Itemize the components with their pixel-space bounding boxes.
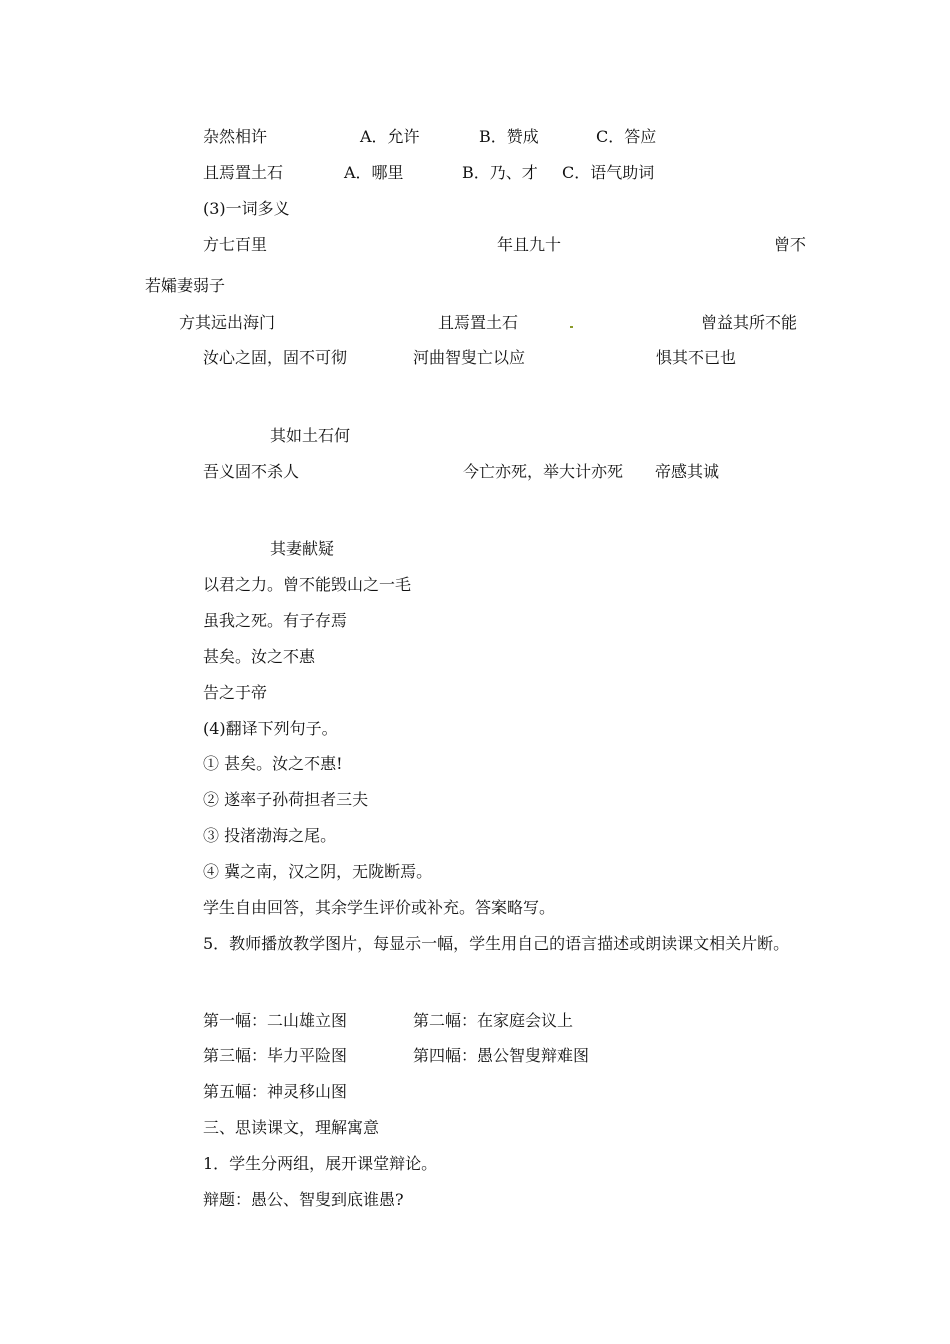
polysemy-item: 吾义固不杀人 [203, 462, 300, 481]
translate-item: ② 遂率子孙荷担者三夫 [203, 790, 369, 809]
vocab-option-a-1: A．允许 [360, 127, 420, 146]
polysemy-item: 其如土石何 [270, 426, 351, 445]
section-heading-translate: (4)翻译下列句子。 [203, 719, 338, 738]
polysemy-item: 汝心之固，固不可彻 [203, 348, 348, 367]
polysemy-item: 河曲智叟亡以应 [413, 348, 526, 367]
step-5-text: 5．教师播放教学图片，每显示一幅，学生用自己的语言描述或朗读课文相关片断。 [203, 934, 790, 953]
polysemy-item: 方七百里 [203, 235, 268, 254]
vocab-option-a-2: A．哪里 [344, 163, 404, 182]
debate-topic: 辩题：愚公、智叟到底谁愚? [203, 1190, 404, 1209]
punctuation-item: 以君之力。曾不能毁山之一毛 [203, 575, 412, 594]
vocab-option-b-1: B．赞成 [479, 127, 539, 146]
stray-mark [570, 326, 573, 328]
polysemy-item-continuation: 若孀妻弱子 [145, 276, 226, 295]
polysemy-item: 方其远出海门 [179, 313, 276, 332]
vocab-option-b-2: B．乃、才 [462, 163, 538, 182]
translate-item: ③ 投渚渤海之尾。 [203, 826, 337, 845]
debate-step: 1．学生分两组，展开课堂辩论。 [203, 1154, 438, 1173]
section-heading-polysemy: (3)一词多义 [203, 199, 290, 218]
polysemy-item: 且焉置土石 [438, 313, 519, 332]
answer-note: 学生自由回答，其余学生评价或补充。答案略写。 [203, 898, 556, 917]
polysemy-item: 帝感其诚 [655, 462, 720, 481]
picture-label: 第二幅：在家庭会议上 [413, 1011, 574, 1030]
picture-label: 第四幅：愚公智叟辩难图 [413, 1046, 590, 1065]
picture-label: 第一幅：二山雄立图 [203, 1011, 348, 1030]
polysemy-item: 曾不 [774, 235, 807, 254]
vocab-word-2: 且焉置土石 [203, 163, 284, 182]
picture-label: 第三幅：毕力平险图 [203, 1046, 348, 1065]
vocab-word-1: 杂然相许 [203, 127, 268, 146]
polysemy-item: 其妻献疑 [270, 539, 335, 558]
polysemy-item: 惧其不已也 [656, 348, 737, 367]
punctuation-item: 甚矣。汝之不惠 [203, 647, 316, 666]
vocab-option-c-2: C．语气助词 [562, 163, 655, 182]
polysemy-item: 今亡亦死，举大计亦死 [463, 462, 624, 481]
punctuation-item: 虽我之死。有子存焉 [203, 611, 348, 630]
translate-item: ① 甚矣。汝之不惠! [203, 754, 343, 773]
punctuation-item: 告之于帝 [203, 683, 268, 702]
vocab-option-c-1: C．答应 [596, 127, 657, 146]
picture-label: 第五幅：神灵移山图 [203, 1082, 348, 1101]
polysemy-item: 年且九十 [497, 235, 562, 254]
translate-item: ④ 冀之南，汉之阴，无陇断焉。 [203, 862, 433, 881]
polysemy-item: 曾益其所不能 [701, 313, 798, 332]
section-title-3: 三、思读课文，理解寓意 [203, 1118, 380, 1137]
